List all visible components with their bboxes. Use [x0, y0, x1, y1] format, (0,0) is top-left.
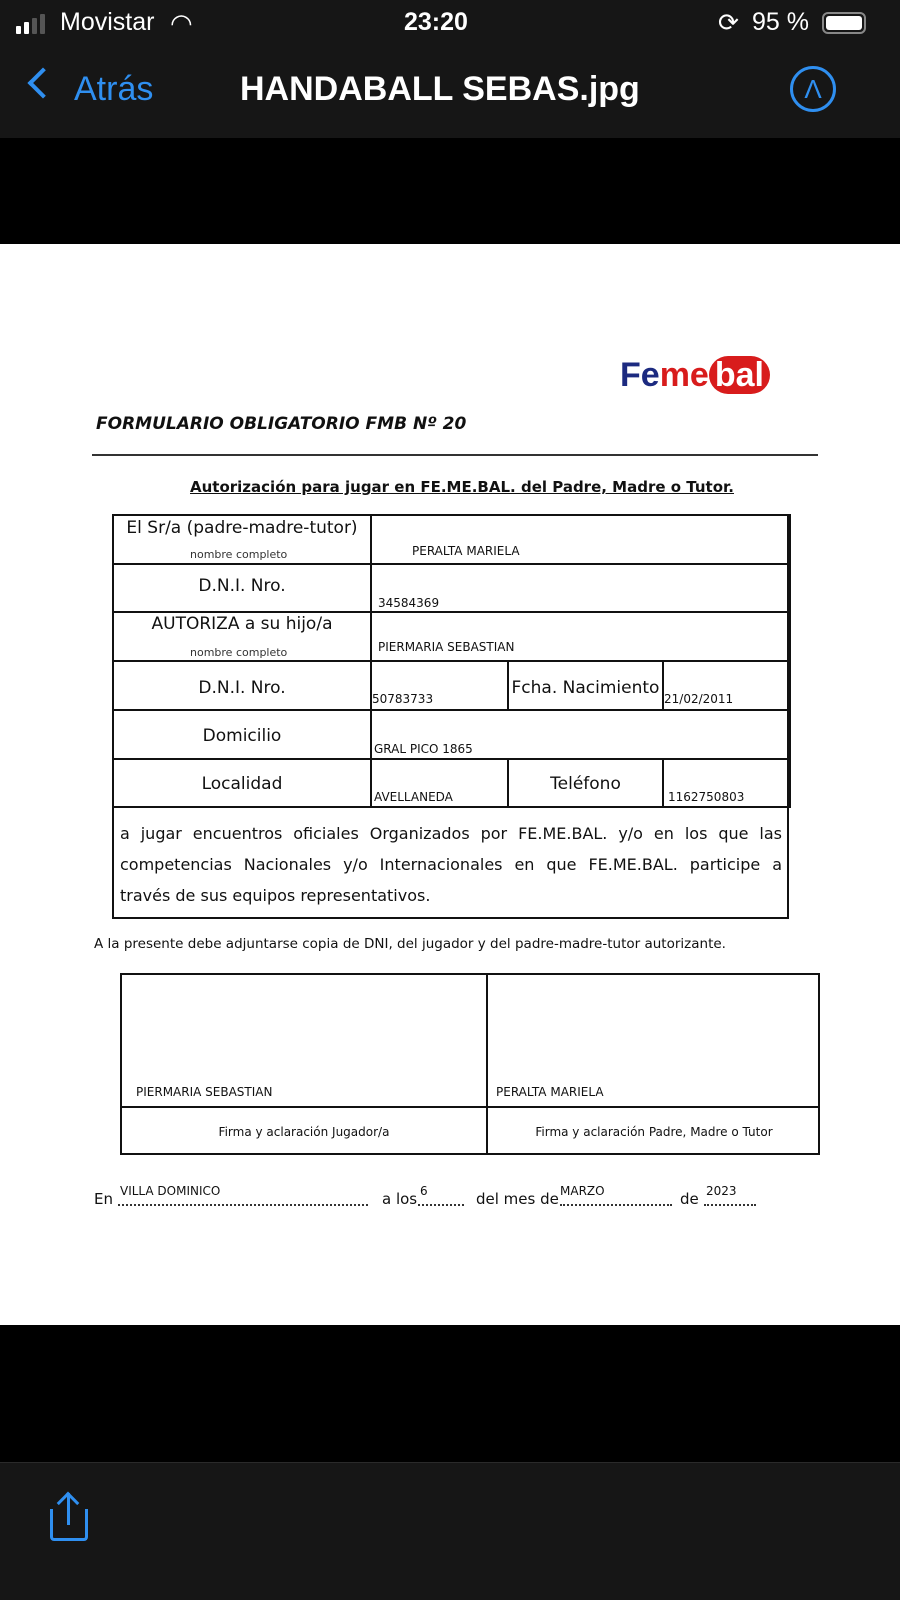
- date-line: En VILLA DOMINICO a los 6 del mes de MARZO de 2023: [94, 1184, 794, 1214]
- back-button[interactable]: Atrás: [26, 64, 166, 114]
- femebal-logo: Feme bal: [620, 356, 770, 395]
- signature-table: PIERMARIA SEBASTIAN PERALTA MARIELA Firma y aclaración Jugador/a Firma y aclaración Padre, Madre o Tutor: [120, 973, 820, 1155]
- pen-tip-icon: Ʌ: [804, 74, 822, 104]
- child-dni-value: 50783733: [372, 692, 434, 706]
- birth-date-value: 21/02/2011: [664, 692, 734, 706]
- child-name-value: PIERMARIA SEBASTIAN: [378, 640, 515, 654]
- rotation-lock-icon: ⟳: [718, 9, 739, 37]
- share-button[interactable]: [48, 1493, 90, 1543]
- attachment-note: A la presente debe adjuntarse copia de DNI, del jugador y del padre-madre-tutor autorizante.: [94, 936, 726, 952]
- city-value: AVELLANEDA: [374, 790, 453, 804]
- form-heading: Autorización para jugar en FE.ME.BAL. del Padre, Madre o Tutor.: [190, 478, 734, 496]
- top-bar: [0, 0, 900, 138]
- battery-icon: [822, 12, 866, 34]
- form-title: FORMULARIO OBLIGATORIO FMB Nº 20: [96, 414, 467, 434]
- bottom-toolbar: [0, 1462, 900, 1600]
- authorization-table: El Sr/a (padre-madre-tutor) nombre completo PERALTA MARIELA D.N.I. Nro. 34584369 AUTORIZA a su hijo/a nombre completo PIERMARIA SEBASTIAN D.N.I. Nro. 50783733 Fcha. Nacimiento 21/02/2011 Domicilio GRAL PICO 1865 Localidad AVELLANEDA Teléfono 1162750803 a jugar encuentros oficiales Organizados por FE.ME.BAL. y/o en los que las competencias Nacionales y/o Internacionales en que FE.ME.BAL. participe a través de sus equipos representativos.: [112, 514, 789, 919]
- divider: [92, 454, 818, 456]
- address-value: GRAL PICO 1865: [374, 742, 473, 756]
- battery-percent: 95 %: [752, 8, 809, 36]
- player-signature-name: PIERMARIA SEBASTIAN: [136, 1085, 273, 1099]
- authorization-paragraph: a jugar encuentros oficiales Organizados por FE.ME.BAL. y/o en los que las competencias Nacionales y/o Internacionales en que FE.ME.BAL. participe a través de sus equipos representativos.: [120, 824, 782, 905]
- phone-value: 1162750803: [668, 790, 745, 804]
- document-image: [0, 244, 900, 1325]
- chevron-left-icon: [27, 67, 58, 98]
- parent-signature-name: PERALTA MARIELA: [496, 1085, 604, 1099]
- parent-name-value: PERALTA MARIELA: [412, 544, 520, 558]
- wifi-icon: ◠: [170, 8, 193, 38]
- file-title: HANDABALL SEBAS.jpg: [240, 70, 640, 108]
- signal-icon: [16, 14, 46, 34]
- carrier: Movistar: [60, 8, 155, 36]
- parent-dni-value: 34584369: [378, 596, 440, 610]
- clock: 23:20: [404, 8, 468, 36]
- markup-button[interactable]: [790, 66, 836, 112]
